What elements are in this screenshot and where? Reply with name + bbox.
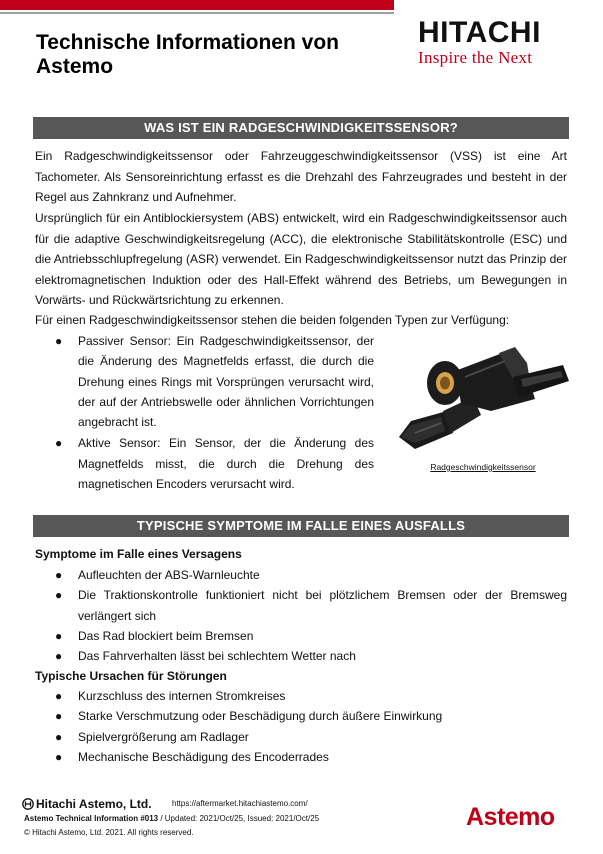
bullet-icon: ● (55, 649, 63, 664)
symptoms-title: Symptome im Falle eines Versagens (35, 547, 242, 561)
list-item-text: Aktive Sensor: Ein Sensor, der die Änderung des Magnetfelds misst, die durch die Drehung des magnetischen Encoders verursacht wird. (78, 436, 374, 492)
footer-company-name: Hitachi Astemo, Ltd. (36, 797, 152, 811)
paragraph-usage: Ursprünglich für ein Antiblockiersystem (ABS) entwickelt, wird ein Radgeschwindigkeitssensor auch für die adaptive Geschwindigkeitsregelung (ACC), die elektronische Stabilitätskontrolle (ESC) und die Antriebsschlupfregelung (ASR) verwendet. Ein Radgeschwindigkeitssensor nutzt das Prinzip der elektromagnetischen Induktion oder des Hall-Effekt während des Betriebs, um Bewegungen in Vorwärts- und Rückwärtsrichtung zu erkennen. (35, 211, 567, 308)
hitachi-logo (414, 14, 584, 72)
bullet-icon: ● (55, 436, 63, 451)
list-item (35, 686, 567, 706)
list-item-text: Das Rad blockiert beim Bremsen (78, 628, 254, 643)
symptoms-list (35, 565, 567, 666)
causes-title: Typische Ursachen für Störungen (35, 669, 227, 683)
list-item-text: Spielvergrößerung am Radlager (78, 729, 249, 744)
sensor-types-list (35, 331, 374, 494)
list-item (35, 331, 374, 432)
list-item-text: Mechanische Beschädigung des Encoderrades (78, 749, 329, 764)
footer-copyright: © Hitachi Astemo, Ltd. 2021. All rights reserved. (24, 828, 194, 837)
list-item-text: Passiver Sensor: Ein Radgeschwindigkeitssensor, der die Änderung des Magnetfelds erfasst, die durch die Drehung eines Rings mit Vorsprüngen verursacht wird, der auf der Antriebswelle oder ähnlichen Vorrichtungen angebracht ist. (78, 334, 374, 430)
footer-info-dates: / Updated: 2021/Oct/25, Issued: 2021/Oct/25 (158, 814, 320, 823)
list-item (35, 585, 567, 626)
hitachi-mark-icon (22, 798, 34, 810)
list-item-text: Das Fahrverhalten lässt bei schlechtem Wetter nach (78, 649, 356, 664)
list-item-text: Kurzschluss des internen Stromkreises (78, 689, 286, 703)
list-item-text: Aufleuchten der ABS-Warnleuchte (78, 568, 260, 582)
section-heading-what-is: WAS IST EIN RADGESCHWINDIGKEITSSENSOR? (33, 117, 569, 139)
list-item (35, 747, 567, 767)
bullet-icon: ● (55, 588, 63, 603)
section-heading-symptoms: TYPISCHE SYMPTOME IM FALLE EINES AUSFALLS (33, 515, 569, 537)
header-red-bar (0, 0, 394, 10)
footer-info-title: Astemo Technical Information #013 (24, 814, 159, 823)
bullet-icon: ● (55, 568, 63, 582)
footer-url-link[interactable]: https://aftermarket.hitachiastemo.com/ (172, 799, 308, 808)
hitachi-logo-brand: HITACHI (418, 16, 541, 49)
list-item (35, 433, 374, 494)
hitachi-logo-tagline: Inspire the Next (418, 48, 533, 67)
bullet-icon: ● (55, 628, 63, 643)
bullet-icon: ● (55, 729, 63, 744)
list-item-text: Die Traktionskontrolle funktioniert nicht bei plötzlichem Bremsen oder der Bremsweg verlängert sich (78, 588, 567, 623)
bullet-icon: ● (55, 689, 63, 703)
list-item (35, 626, 567, 646)
list-item (35, 565, 567, 585)
footer-document-info (24, 814, 319, 823)
wheel-speed-sensor-image (395, 341, 575, 459)
image-caption: Radgeschwindigkeitssensor (430, 462, 536, 472)
list-item (35, 646, 567, 666)
astemo-logo: Astemo (466, 803, 555, 831)
footer-company (22, 797, 152, 811)
paragraph-types-intro: Für einen Radgeschwindigkeitssensor stehen die beiden folgenden Typen zur Verfügung: (35, 313, 510, 327)
header-gray-line (0, 12, 394, 14)
bullet-icon: ● (55, 749, 63, 764)
bullet-icon: ● (55, 334, 63, 348)
page-title: Technische Informationen von Astemo (36, 31, 339, 78)
causes-list (35, 686, 567, 767)
paragraph-intro: Ein Radgeschwindigkeitssensor oder Fahrzeuggeschwindigkeitssensor (VSS) ist eine Art Tachometer. Als Sensoreinrichtung erfasst es die Drehzahl des Fahrzeugrades und besteht in der Regel aus Zahnkranz und Aufnehmer. (35, 149, 567, 205)
bullet-icon: ● (55, 709, 63, 724)
list-item-text: Starke Verschmutzung oder Beschädigung durch äußere Einwirkung (78, 709, 443, 724)
list-item (35, 706, 567, 726)
list-item (35, 727, 567, 747)
